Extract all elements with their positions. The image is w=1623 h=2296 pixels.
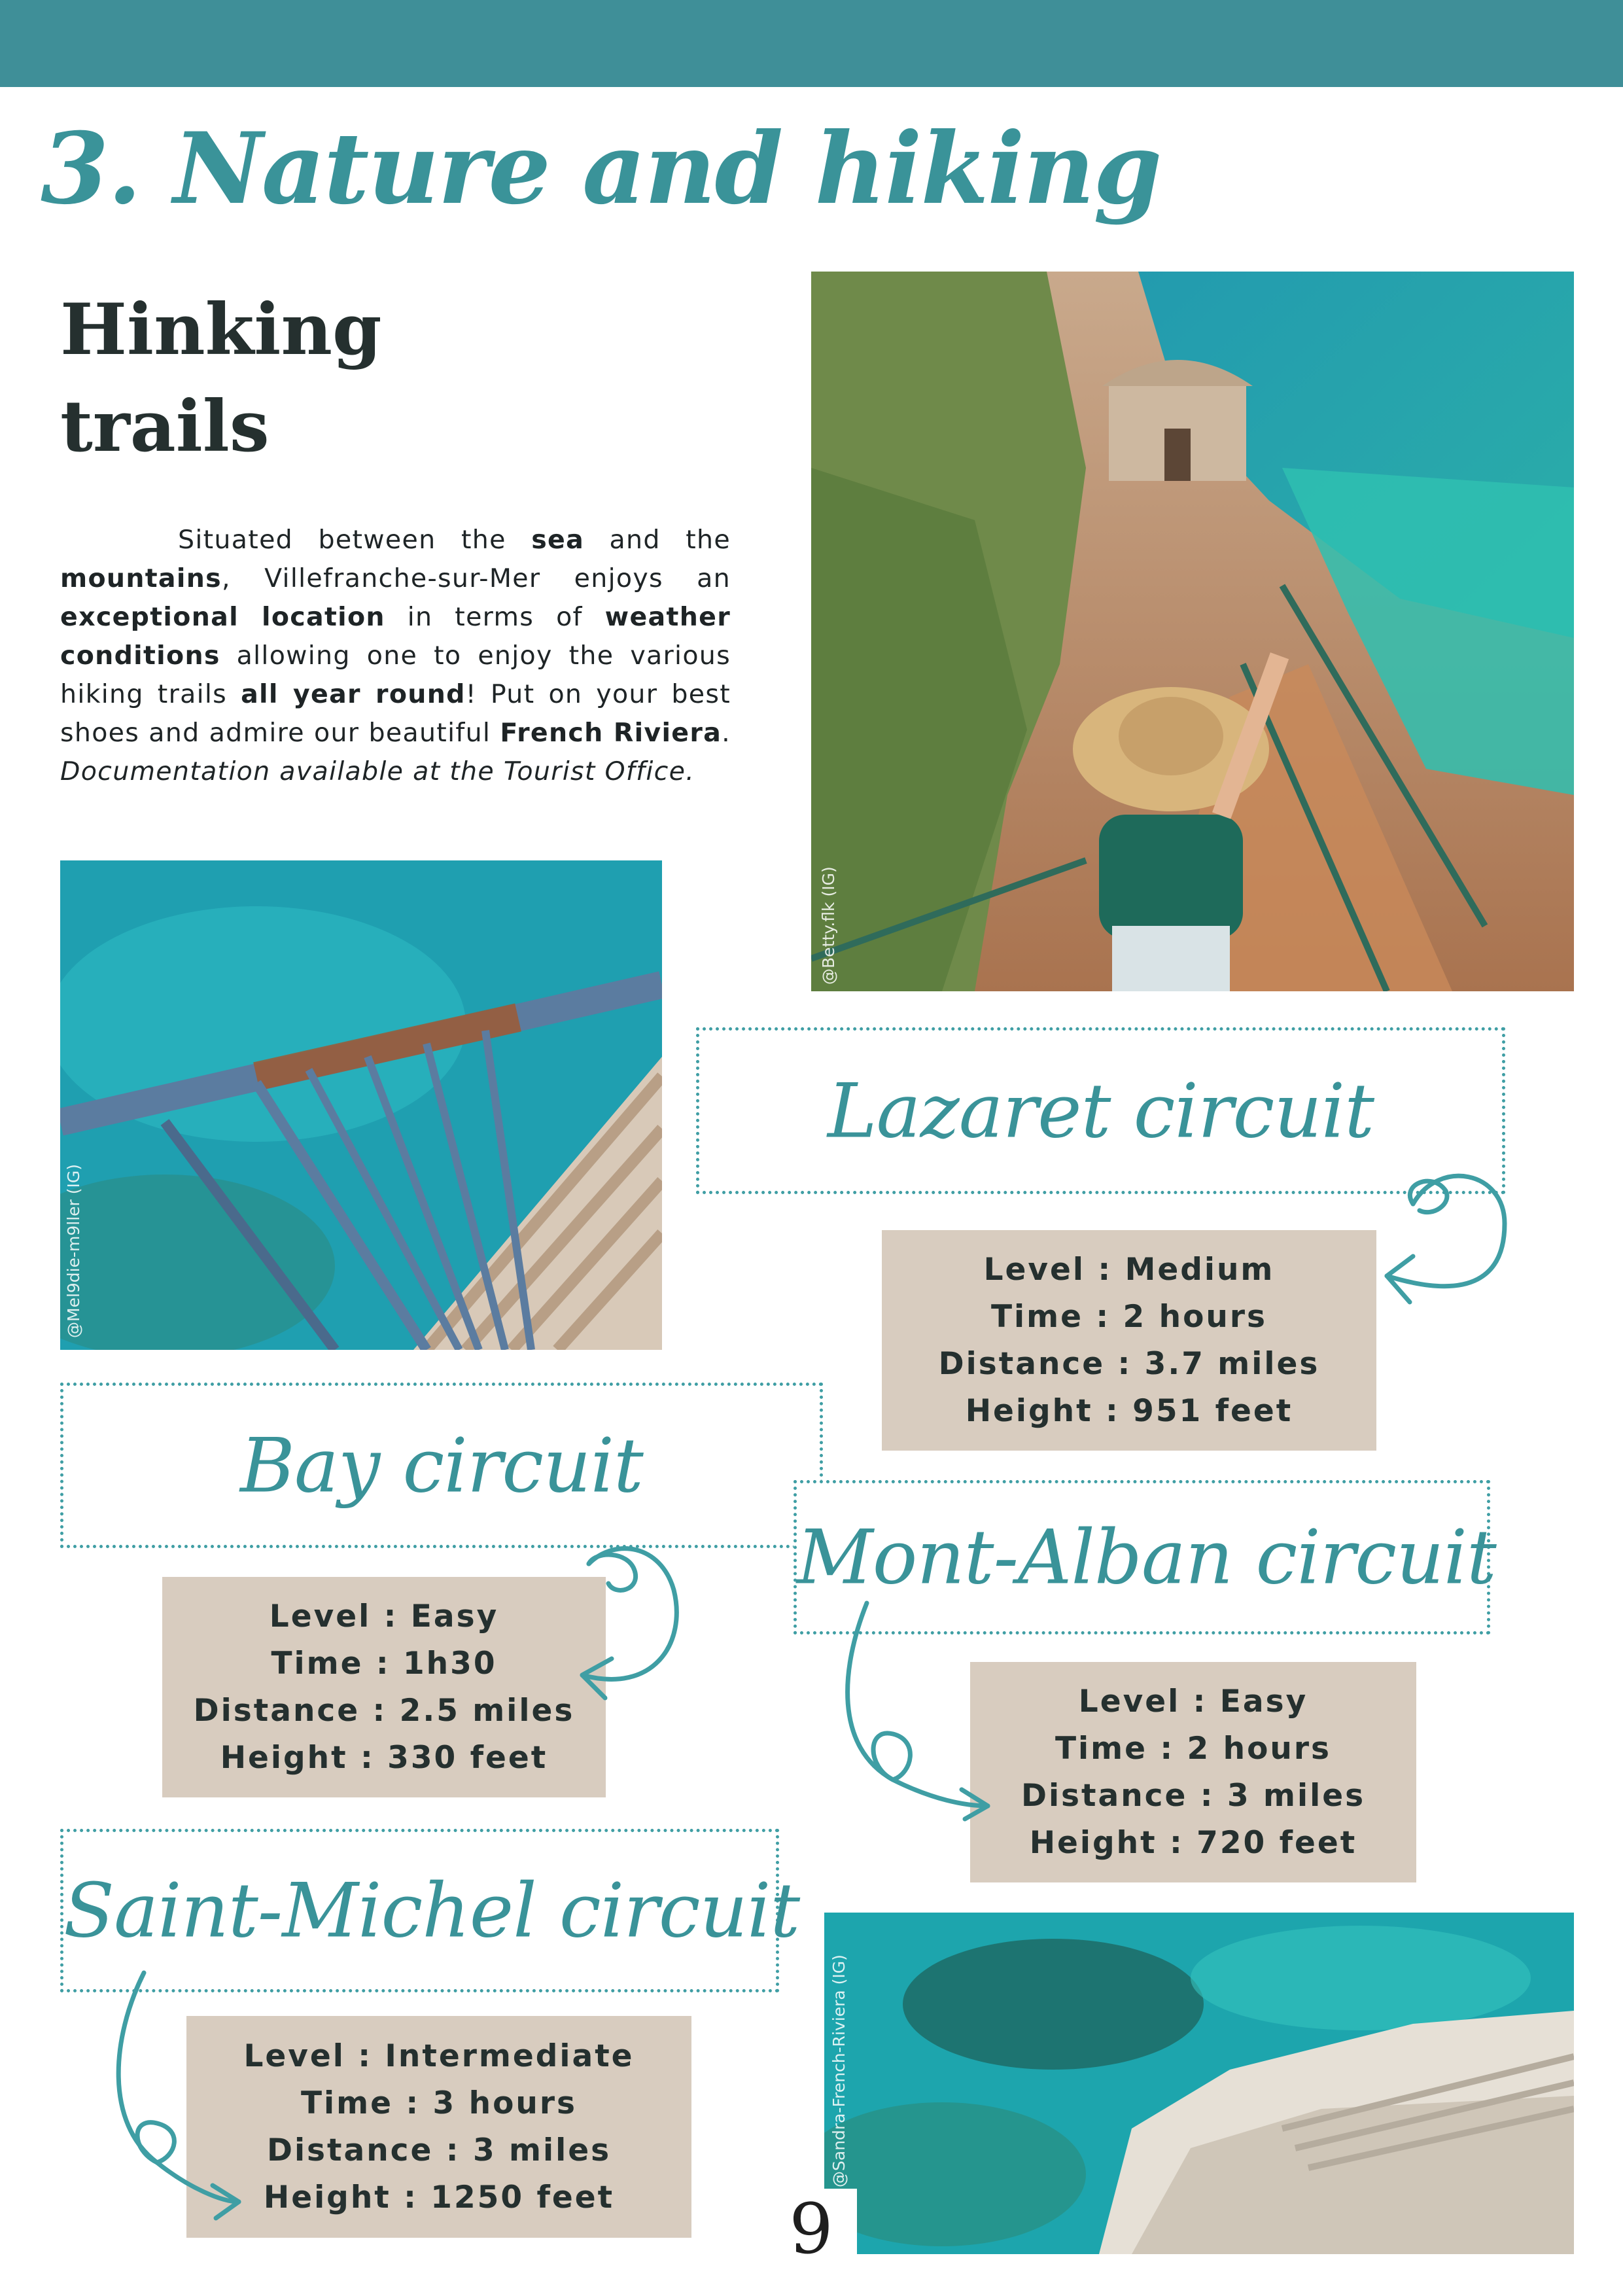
saint-michel-circuit-info <box>186 2016 691 2238</box>
lazaret-level: Level : Medium <box>983 1251 1275 1288</box>
saint-michel-height: Height : 1250 feet <box>263 2179 615 2216</box>
mont-alban-level: Level : Easy <box>1078 1683 1308 1720</box>
saint-michel-level: Level : Intermediate <box>243 2038 635 2074</box>
saint-michel-curly-arrow-icon <box>92 1966 249 2221</box>
mont-alban-curly-arrow-icon <box>821 1597 998 1819</box>
page-number: 9 <box>765 2189 857 2269</box>
lazaret-height: Height : 951 feet <box>965 1392 1293 1429</box>
bay-level: Level : Easy <box>269 1598 499 1634</box>
lazaret-curly-arrow-icon <box>1374 1145 1524 1335</box>
saint-michel-time: Time : 3 hours <box>301 2085 577 2121</box>
lazaret-distance: Distance : 3.7 miles <box>938 1345 1320 1382</box>
bay-height: Height : 330 feet <box>220 1739 548 1776</box>
mont-alban-time: Time : 2 hours <box>1055 1730 1331 1767</box>
section-heading: Hinking trails <box>60 289 382 468</box>
bay-distance: Distance : 2.5 miles <box>193 1692 575 1729</box>
saint-michel-circuit-title: Saint-Michel circuit <box>63 1867 800 1954</box>
mont-alban-circuit-title: Mont-Alban circuit <box>797 1513 1496 1601</box>
photo-coastal-stairs <box>811 272 1574 991</box>
photo-rocky-point <box>824 1913 1574 2254</box>
photo-credit-betty: @Betty.flk (IG) <box>819 866 838 985</box>
intro-paragraph: Situated between the sea and the mountains, Villefranche-sur-Mer enjoys an exceptional location in terms of weather conditions allowing one to enjoy the various hiking trails all year round! Put on your best shoes and admire our beautiful French Riviera. Documentation available at the Tourist Office. <box>60 525 731 786</box>
bay-circuit-info <box>162 1577 606 1797</box>
mont-alban-height: Height : 720 feet <box>1029 1824 1357 1861</box>
saint-michel-distance: Distance : 3 miles <box>266 2132 612 2168</box>
bay-curly-arrow-icon <box>576 1525 707 1714</box>
mont-alban-circuit-info <box>970 1662 1416 1882</box>
lazaret-time: Time : 2 hours <box>991 1298 1267 1335</box>
lazaret-circuit-info <box>882 1230 1376 1451</box>
bay-time: Time : 1h30 <box>271 1645 497 1682</box>
photo-credit-melodie: @Mel9die-m9ller (IG) <box>64 1163 83 1338</box>
mont-alban-distance: Distance : 3 miles <box>1021 1777 1366 1814</box>
bay-circuit-name-box <box>60 1383 823 1548</box>
bay-circuit-title: Bay circuit <box>240 1422 643 1509</box>
lazaret-circuit-title: Lazaret circuit <box>827 1067 1374 1154</box>
photo-railing-sea <box>60 860 662 1350</box>
photo-credit-sandra: @Sandra-French-Riviera (IG) <box>829 1954 848 2187</box>
top-color-band <box>0 0 1623 87</box>
chapter-title: 3. Nature and hiking <box>41 111 1161 226</box>
